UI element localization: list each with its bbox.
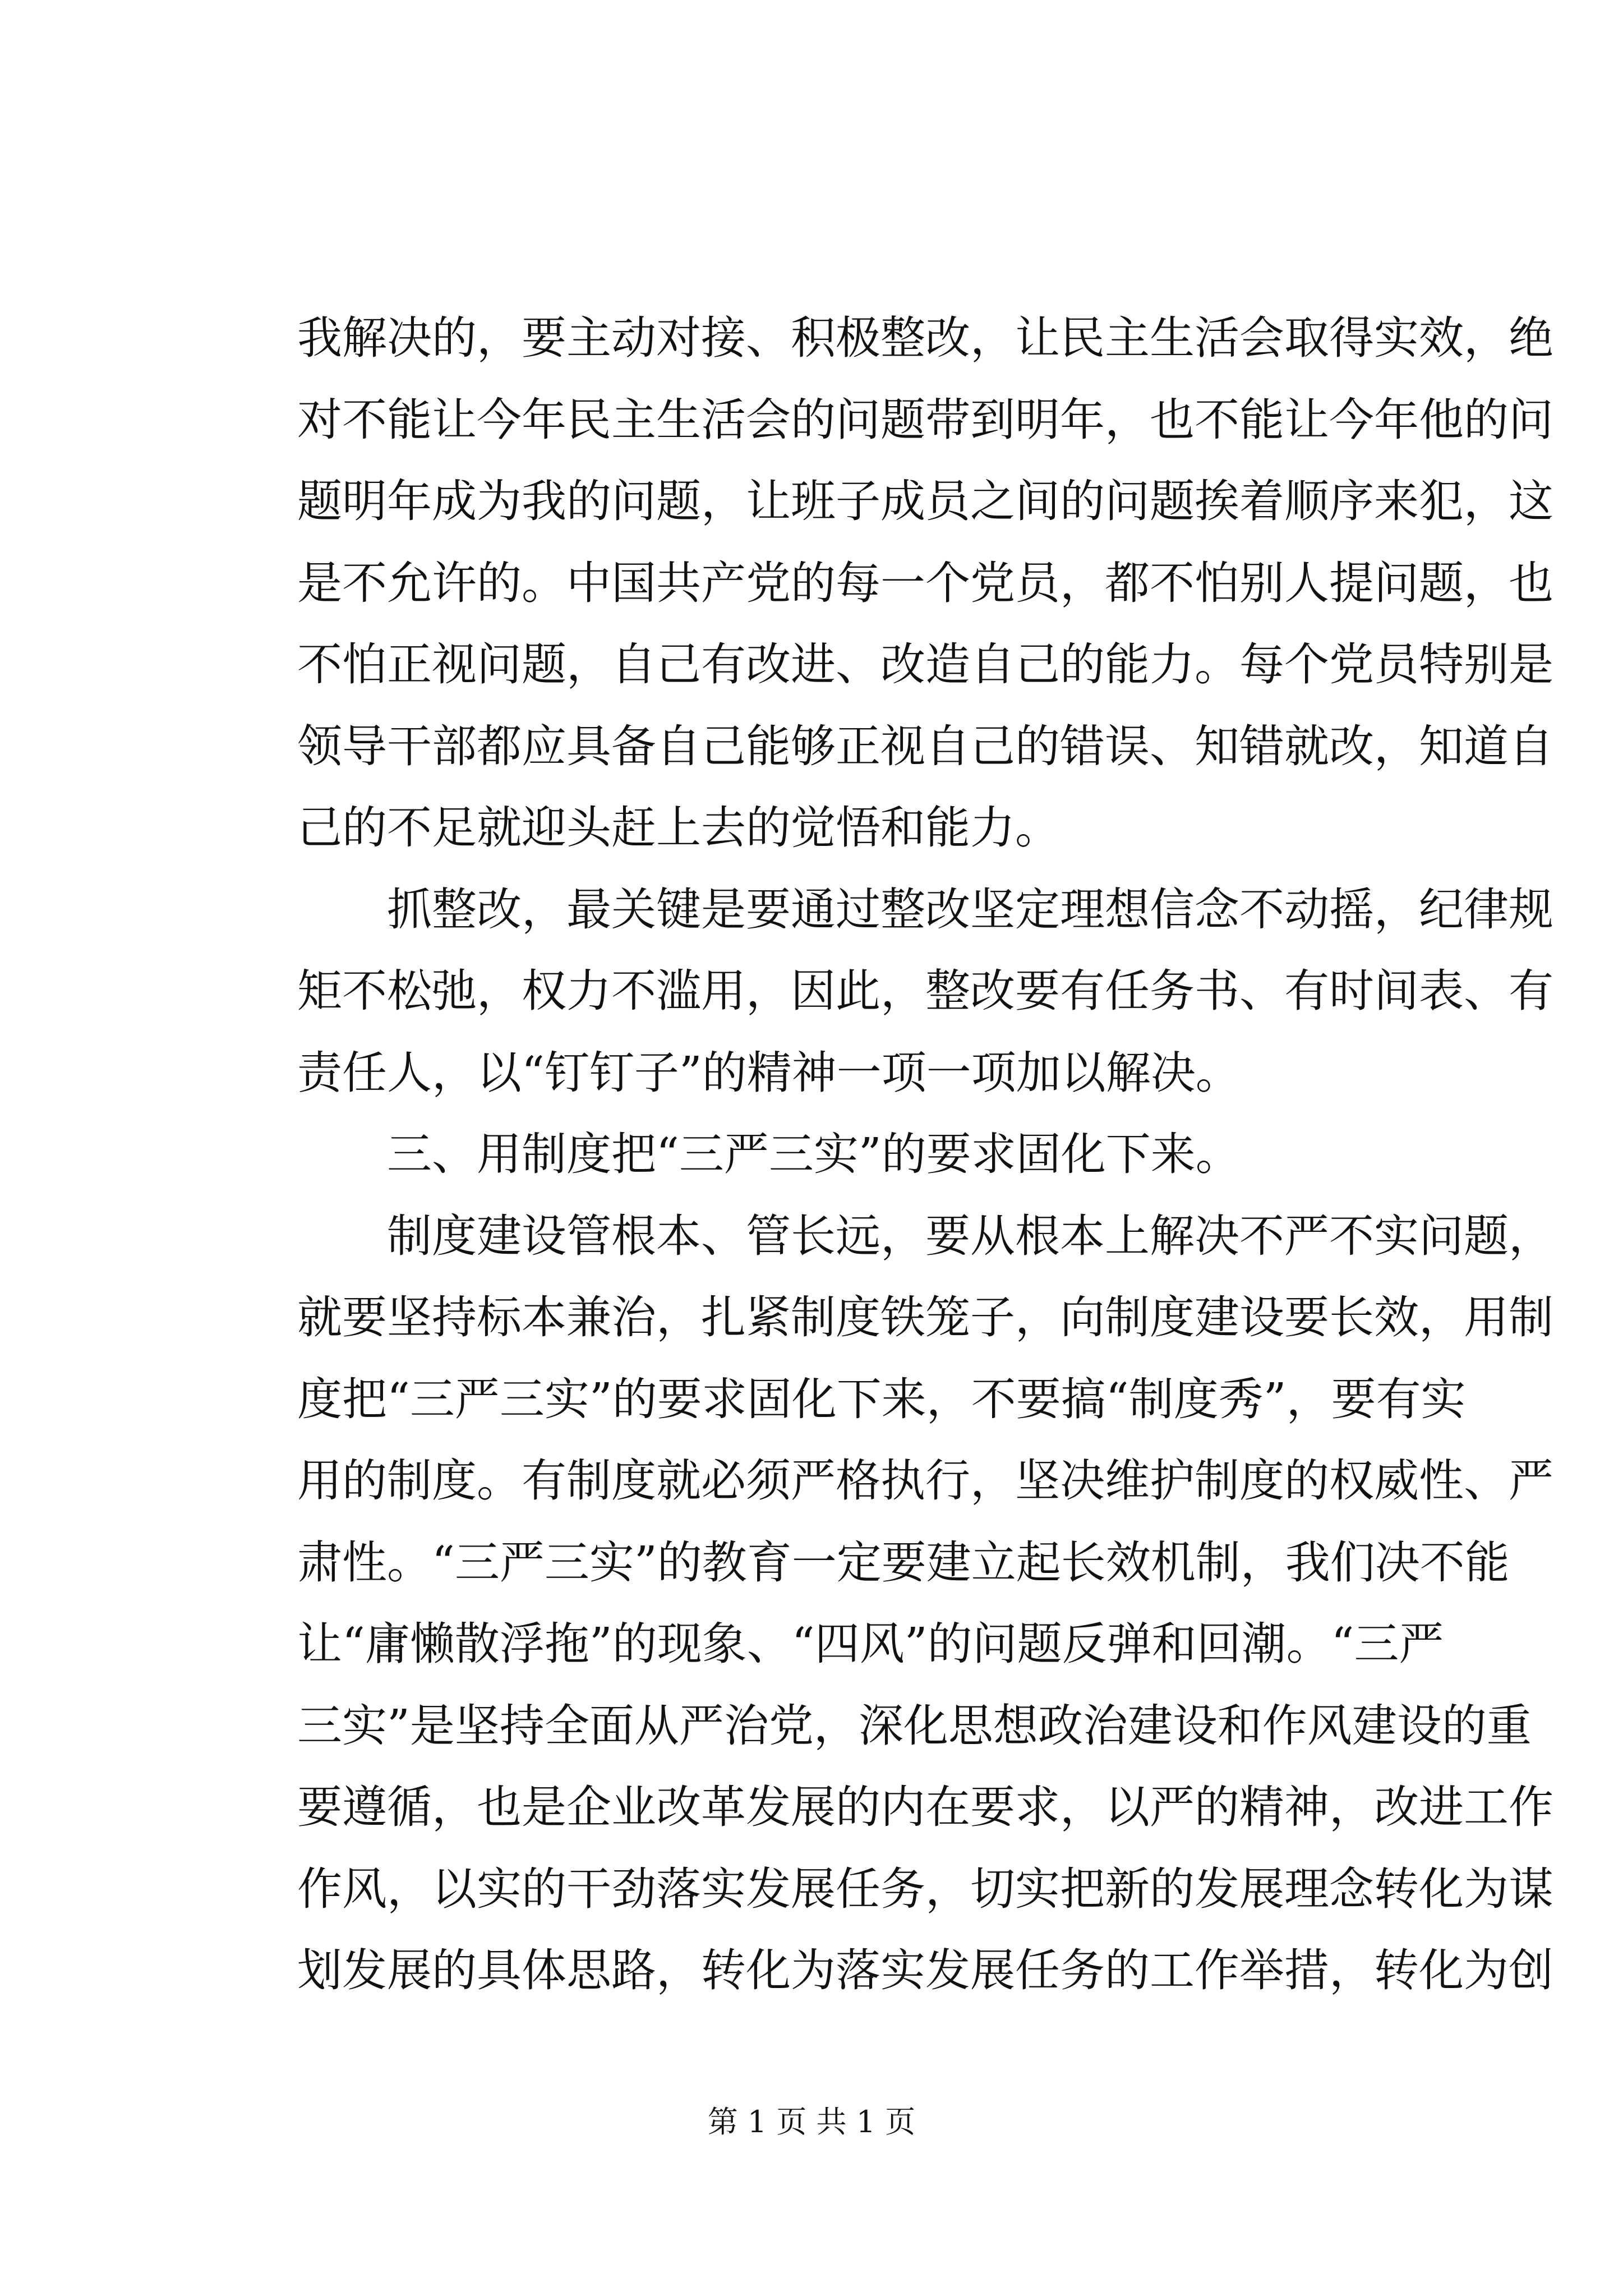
text-line: 要遵循，也是企业改革发展的内在要求，以严的精神，改进工作 [297, 1781, 1553, 1833]
section-heading: 三、用制度把“三严三实”的要求固化下来。 [387, 1128, 1241, 1180]
text-line: 己的不足就迎头赶上去的觉悟和能力。 [297, 802, 1060, 854]
text-line: 用的制度。有制度就必须严格执行，坚决维护制度的权威性、严 [297, 1455, 1553, 1507]
text-line: 不怕正视问题，自己有改进、改造自己的能力。每个党员特别是 [297, 638, 1553, 691]
text-line: 三实”是坚持全面从严治党，深化思想政治建设和作风建设的重 [297, 1699, 1532, 1752]
paragraph-first-line: 制度建设管根本、管长远，要从根本上解决不严不实问题， [387, 1209, 1553, 1262]
document-body [297, 297, 1553, 2012]
text-line: 责任人，以“钉钉子”的精神一项一项加以解决。 [297, 1046, 1241, 1099]
page-number-footer: 第 1 页 共 1 页 [707, 2104, 916, 2139]
text-line: 对不能让今年民主生活会的问题带到明年，也不能让今年他的问 [297, 393, 1553, 446]
text-line: 是不允许的。中国共产党的每一个党员，都不怕别人提问题，也 [297, 556, 1553, 609]
text-line: 划发展的具体思路，转化为落实发展任务的工作举措，转化为创 [297, 1944, 1553, 1996]
text-line: 肃性。“三严三实”的教育一定要建立起长效机制，我们决不能 [297, 1536, 1510, 1589]
text-line: 我解决的，要主动对接、积极整改，让民主生活会取得实效，绝 [297, 312, 1553, 364]
text-line: 就要坚持标本兼治，扎紧制度铁笼子，向制度建设要长效，用制 [297, 1291, 1553, 1343]
text-line: 让“庸懒散浮拖”的现象、“四风”的问题反弹和回潮。“三严 [297, 1618, 1444, 1670]
text-line: 作风，以实的干劲落实发展任务，切实把新的发展理念转化为谋 [297, 1862, 1553, 1915]
paragraph-first-line: 抓整改，最关键是要通过整改坚定理想信念不动摇，纪律规 [387, 883, 1553, 936]
text-line: 领导干部都应具备自己能够正视自己的错误、知错就改，知道自 [297, 720, 1553, 772]
text-line: 矩不松弛，权力不滥用，因此，整改要有任务书、有时间表、有 [297, 965, 1553, 1017]
text-line: 题明年成为我的问题，让班子成员之间的问题挨着顺序来犯，这 [297, 475, 1553, 527]
text-line: 度把“三严三实”的要求固化下来，不要搞“制度秀”，要有实 [297, 1373, 1466, 1425]
